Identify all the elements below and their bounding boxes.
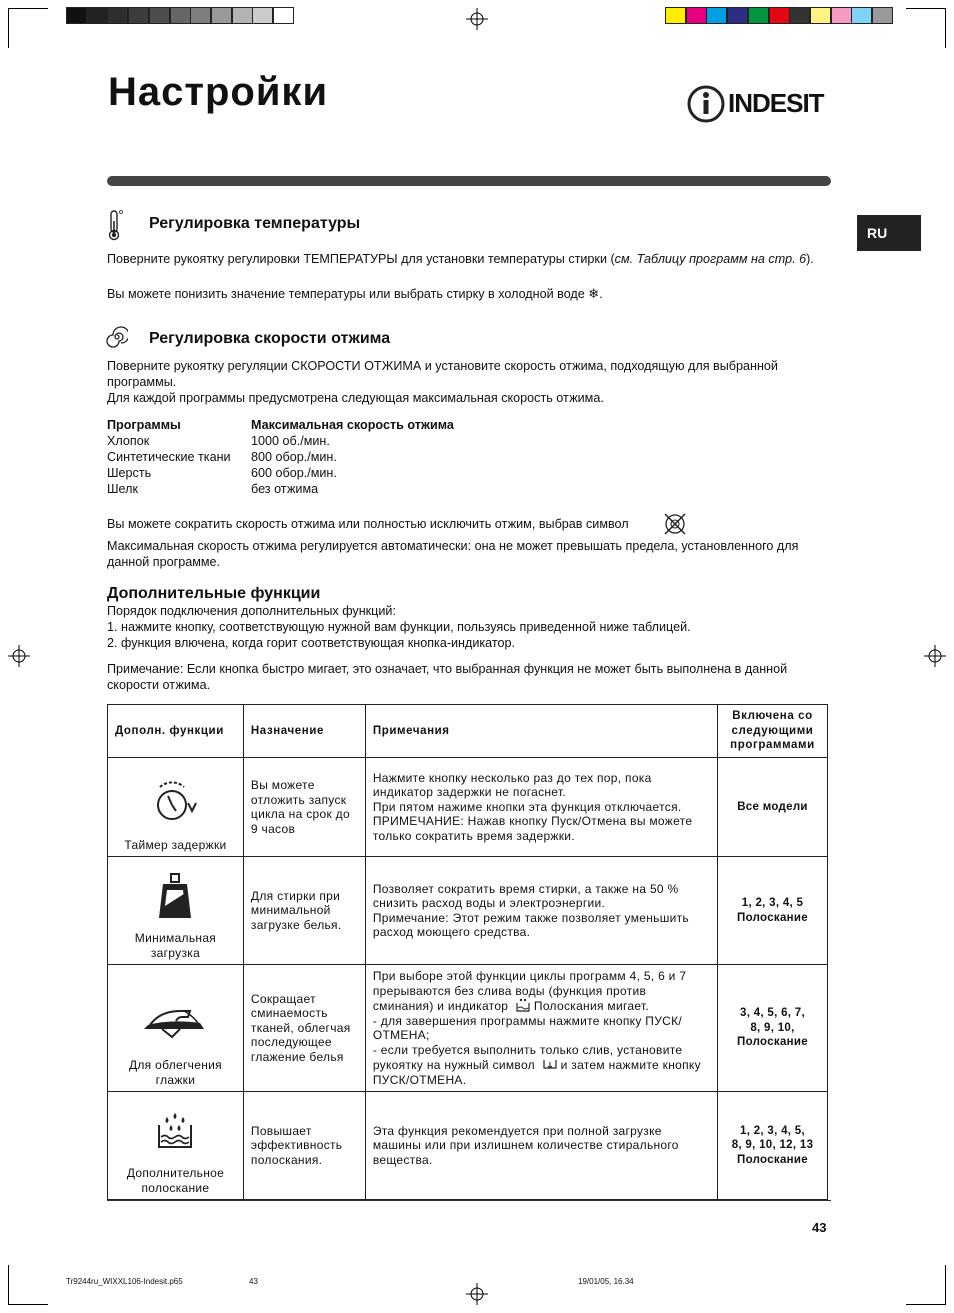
print-date: 19/01/05, 16.34 xyxy=(578,1277,634,1286)
color-swatch xyxy=(769,7,790,24)
gray-swatch xyxy=(128,7,149,24)
crop-mark xyxy=(906,1304,946,1305)
function-cell xyxy=(108,1092,244,1200)
color-swatch xyxy=(851,7,872,24)
extra-rinse-icon xyxy=(155,1111,195,1151)
snowflake-icon: ❄ xyxy=(588,286,600,301)
table-row xyxy=(108,965,828,1092)
cold-wash-text: Вы можете понизить значение температуры или выбрать стирку в холодной воде xyxy=(107,287,585,301)
footer-divider xyxy=(107,1200,831,1201)
purpose-cell: Вы можете отложить запуск цикла на срок до 9 часов xyxy=(243,758,365,857)
notes-text: При выборе этой функции циклы программ 4, 5, 6 и 7 прерываются без слива воды (функция против сминания) и индикатор xyxy=(372,969,687,1013)
program-name: Шелк xyxy=(107,482,138,496)
purpose-cell: Повышает эффективность полоскания. xyxy=(243,1092,365,1200)
function-cell xyxy=(108,965,244,1092)
page-title: Настройки xyxy=(108,70,329,114)
program-speed: 1000 об./мин. xyxy=(251,434,330,448)
crop-mark xyxy=(8,8,9,48)
gray-swatch xyxy=(211,7,232,24)
language-tab: RU xyxy=(857,215,921,251)
drain-icon xyxy=(543,1057,557,1071)
table-header-row xyxy=(108,705,828,758)
color-swatch xyxy=(872,7,893,24)
crop-mark xyxy=(906,8,946,9)
gray-swatch xyxy=(232,7,253,24)
programs-cell: 1, 2, 3, 4, 5 Полоскание xyxy=(718,857,828,965)
gray-swatch xyxy=(107,7,128,24)
gray-swatch xyxy=(190,7,211,24)
crop-mark xyxy=(8,8,48,9)
programs-cell: Все модели xyxy=(718,758,828,857)
purpose-cell: Для стирки при минимальной загрузке белья. xyxy=(243,857,365,965)
color-swatch xyxy=(706,7,727,24)
programs-cell: 3, 4, 5, 6, 7, 8, 9, 10, Полоскание xyxy=(718,965,828,1092)
registration-target-icon xyxy=(466,1283,488,1305)
brand-logo-text: INDESIT xyxy=(728,88,824,118)
function-name: Минимальная загрузка xyxy=(134,931,217,960)
extra-step-1: 1. нажмите кнопку, соответствующую нужной вам функции, пользуясь приведенной ниже таблицей. xyxy=(107,620,691,634)
delay-timer-icon xyxy=(150,781,200,825)
notes-cell: Нажмите кнопку несколько раз до тех пор, пока индикатор задержки не погаснет. При пятом нажиме кнопки эта функция отключается. ПРИМЕЧАНИЕ: Нажав кнопку Пуск/Отмена вы можете только сократить время задержки. xyxy=(365,758,717,857)
notes-cell xyxy=(365,965,717,1092)
thermometer-icon xyxy=(106,209,124,241)
table-row xyxy=(108,857,828,965)
function-name: Дополнительное полоскание xyxy=(126,1166,225,1195)
program-name: Шерсть xyxy=(107,466,152,480)
color-swatch xyxy=(686,7,707,24)
iron-icon xyxy=(142,1003,208,1043)
programs-cell: 1, 2, 3, 4, 5, 8, 9, 10, 12, 13 Полоскание xyxy=(718,1092,828,1200)
header-cell: Примечания xyxy=(365,705,717,758)
functions-table xyxy=(107,704,828,1200)
gray-swatch xyxy=(273,7,294,24)
print-file-name: Tr9244ru_WIXXL106-Indesit.p65 xyxy=(66,1277,183,1286)
registration-target-icon xyxy=(8,645,30,667)
header-divider xyxy=(107,176,831,186)
color-swatch xyxy=(727,7,748,24)
notes-cell: Эта функция рекомендуется при полной загрузке машины или при излишнем количестве стирального вещества. xyxy=(365,1092,717,1200)
color-swatch xyxy=(748,7,769,24)
temperature-paragraph-2 xyxy=(107,286,827,302)
function-cell xyxy=(108,758,244,857)
program-speed: 800 обор./мин. xyxy=(251,450,337,464)
program-speed: без отжима xyxy=(251,482,319,496)
spin-paragraph-1: Поверните рукоятку регуляции СКОРОСТИ ОТЖИМА и установите скорость отжима, подходящую для выбранной программы. xyxy=(107,359,778,389)
gray-swatch xyxy=(252,7,273,24)
notes-text: и затем нажмите кнопку ПУСК/ОТМЕНА. xyxy=(372,1058,701,1087)
spin-spiral-icon xyxy=(106,326,128,348)
extra-note xyxy=(107,661,827,693)
extra-step-2: 2. функция влючена, когда горит соответствующая кнопка-индикатор. xyxy=(107,636,516,650)
table-row xyxy=(108,758,828,857)
color-swatch xyxy=(810,7,831,24)
function-cell xyxy=(108,857,244,965)
no-spin-icon xyxy=(662,512,688,536)
page-number: 43 xyxy=(812,1220,827,1235)
spin-paragraph-2: Для каждой программы предусмотрена следующая максимальная скорость отжима. xyxy=(107,391,604,405)
temperature-heading: Регулировка температуры xyxy=(149,215,361,232)
crop-mark xyxy=(8,1265,9,1305)
header-cell: Дополн. функции xyxy=(108,705,244,758)
gray-swatch xyxy=(66,7,87,24)
indesit-logo-icon xyxy=(686,84,726,124)
function-name: Таймер задержки xyxy=(124,837,227,852)
header-cell: Назначение xyxy=(243,705,365,758)
note-label: Примечание: xyxy=(107,662,184,676)
crop-mark xyxy=(8,1304,48,1305)
program-name: Хлопок xyxy=(107,434,150,448)
color-swatch xyxy=(789,7,810,24)
temperature-text: Поверните рукоятку регулировки ТЕМПЕРАТУРЫ для установки температуры стирки ( xyxy=(107,252,615,266)
note-text: Если кнопка быстро мигает, это означает, что выбранная функция не может быть выполнена в данной скорости отжима. xyxy=(107,662,788,692)
speed-header: Максимальная скорость отжима xyxy=(251,418,454,432)
gray-swatch xyxy=(149,7,170,24)
spin-paragraph-4: Максимальная скорость отжима регулируется автоматически: она не может превышать предела, установленного для данной программе. xyxy=(107,539,799,569)
temperature-text-end: ). xyxy=(806,252,814,266)
registration-target-icon xyxy=(924,645,946,667)
programs-header: Программы xyxy=(107,418,181,432)
spin-paragraph-3: Вы можете сократить скорость отжима или полностью исключить отжим, выбрав символ xyxy=(107,517,629,531)
table-reference: см. Таблицу программ на стр. 6 xyxy=(614,252,807,266)
registration-target-icon xyxy=(466,8,488,30)
function-name: Для облегчения глажки xyxy=(128,1058,222,1087)
print-page: 43 xyxy=(249,1277,258,1286)
crop-mark xyxy=(945,8,946,48)
gray-swatch xyxy=(87,7,108,24)
color-swatch xyxy=(665,7,686,24)
extra-intro: Порядок подключения дополнительных функций: xyxy=(107,604,396,618)
purpose-cell: Сокращает сминаемость тканей, облегчая последующее глажение белья xyxy=(243,965,365,1092)
gray-swatch xyxy=(170,7,191,24)
weight-icon xyxy=(157,872,193,920)
spin-heading: Регулировка скорости отжима xyxy=(149,330,391,347)
program-name: Синтетические ткани xyxy=(107,450,231,464)
notes-text: Полоскания мигает. - для завершения программы нажмите кнопку ПУСК/ОТМЕНА; - если требуется выполнить только слив, установите рукоятку на нужный символ xyxy=(372,999,683,1072)
sentence-end: . xyxy=(599,287,603,301)
extra-functions-heading: Дополнительные функции xyxy=(107,585,321,602)
table-row xyxy=(108,1092,828,1200)
crop-mark xyxy=(945,1265,946,1305)
temperature-paragraph-1 xyxy=(107,251,827,267)
rinse-indicator-icon xyxy=(516,998,530,1012)
program-speed: 600 обор./мин. xyxy=(251,466,337,480)
color-swatch xyxy=(831,7,852,24)
notes-cell: Позволяет сократить время стирки, а также на 50 % снизить расход воды и электроэнергии. Примечание: Этот режим также позволяет уменьшить расход моющего средства. xyxy=(365,857,717,965)
header-cell: Включена со следующими программами xyxy=(718,705,828,758)
